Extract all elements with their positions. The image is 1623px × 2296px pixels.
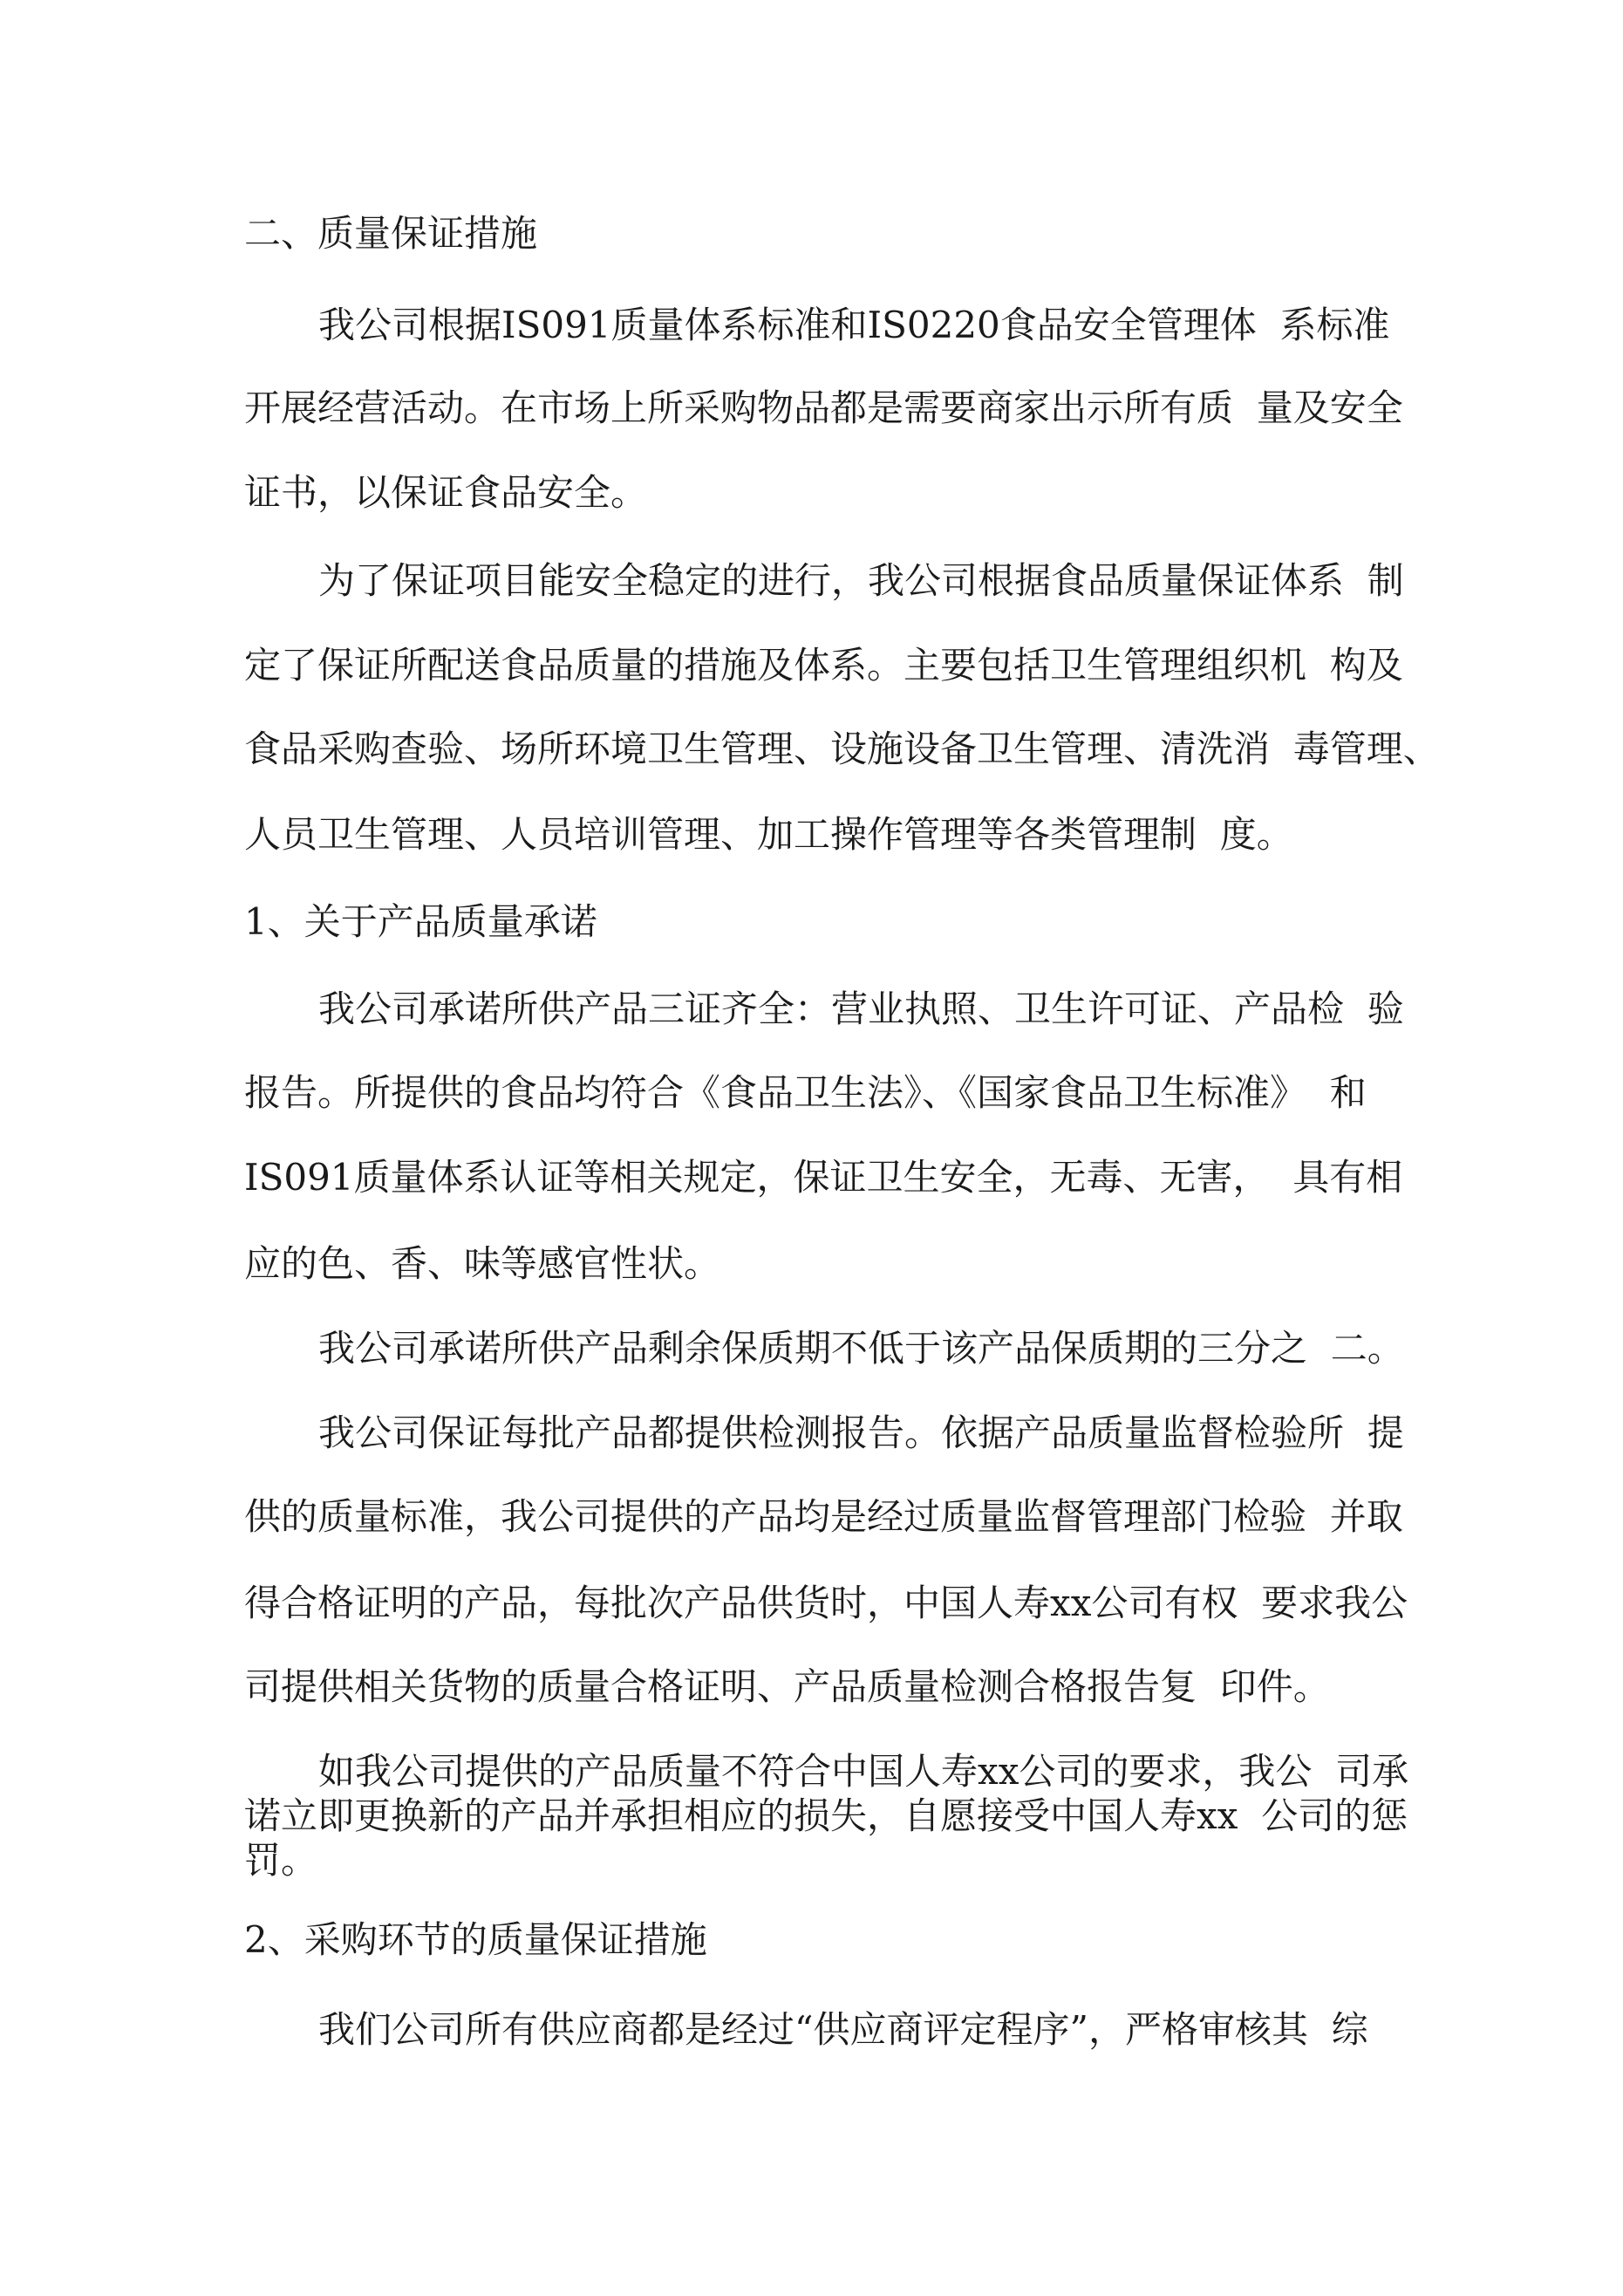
paragraph-line: 罚。 [244,1839,318,1882]
section-heading: 二、质量保证措施 [244,212,538,255]
paragraph-line: 我们公司所有供应商都是经过“供应商评定程序”，严格审核其 综 [318,2008,1368,2051]
paragraph-line: 我公司保证每批产品都提供检测报告。依据产品质量监督检验所 提 [318,1411,1404,1454]
paragraph-line: 定了保证所配送食品质量的措施及体系。主要包括卫生管理组织机 构及 [244,644,1403,687]
paragraph-line: 供的质量标准，我公司提供的产品均是经过质量监督管理部门检验 并取 [244,1495,1403,1538]
subsection-heading: 1、关于产品质量承诺 [244,900,597,943]
paragraph-line: 应的色、香、味等感官性状。 [244,1242,721,1285]
paragraph-line: 如我公司提供的产品质量不符合中国人寿xx公司的要求，我公 司承 [318,1750,1409,1793]
paragraph-line: 我公司承诺所供产品三证齐全：营业执照、卫生许可证、产品检 验 [318,987,1404,1030]
paragraph-line: 我公司根据IS091质量体系标准和IS0220食品安全管理体 系标准 [318,304,1390,346]
paragraph-line: 诺立即更换新的产品并承担相应的损失，自愿接受中国人寿xx 公司的惩 [244,1794,1408,1837]
paragraph-line: 食品采购查验、场所环境卫生管理、设施设备卫生管理、清洗消 毒管理、 [244,728,1440,770]
paragraph-line: 报告。所提供的食品均符合《食品卫生法》、《国家食品卫生标准》 和 [244,1071,1367,1114]
paragraph-line: 证书，以保证食品安全。 [244,471,648,514]
subsection-heading: 2、采购环节的质量保证措施 [244,1918,707,1961]
paragraph-line: 司提供相关货物的质量合格证明、产品质量检测合格报告复 印件。 [244,1665,1330,1708]
paragraph-line: 我公司承诺所供产品剩余保质期不低于该产品保质期的三分之 二。 [318,1327,1404,1370]
paragraph-line: 为了保证项目能安全稳定的进行，我公司根据食品质量保证体系 制 [318,559,1404,602]
paragraph-line: 开展经营活动。在市场上所采购物品都是需要商家出示所有质 量及安全 [244,386,1403,429]
paragraph-line: IS091质量体系认证等相关规定，保证卫生安全，无毒、无害， 具有相 [244,1156,1403,1199]
paragraph-line: 人员卫生管理、人员培训管理、加工操作管理等各类管理制 度。 [244,813,1293,856]
paragraph-line: 得合格证明的产品，每批次产品供货时，中国人寿xx公司有权 要求我公 [244,1582,1408,1624]
